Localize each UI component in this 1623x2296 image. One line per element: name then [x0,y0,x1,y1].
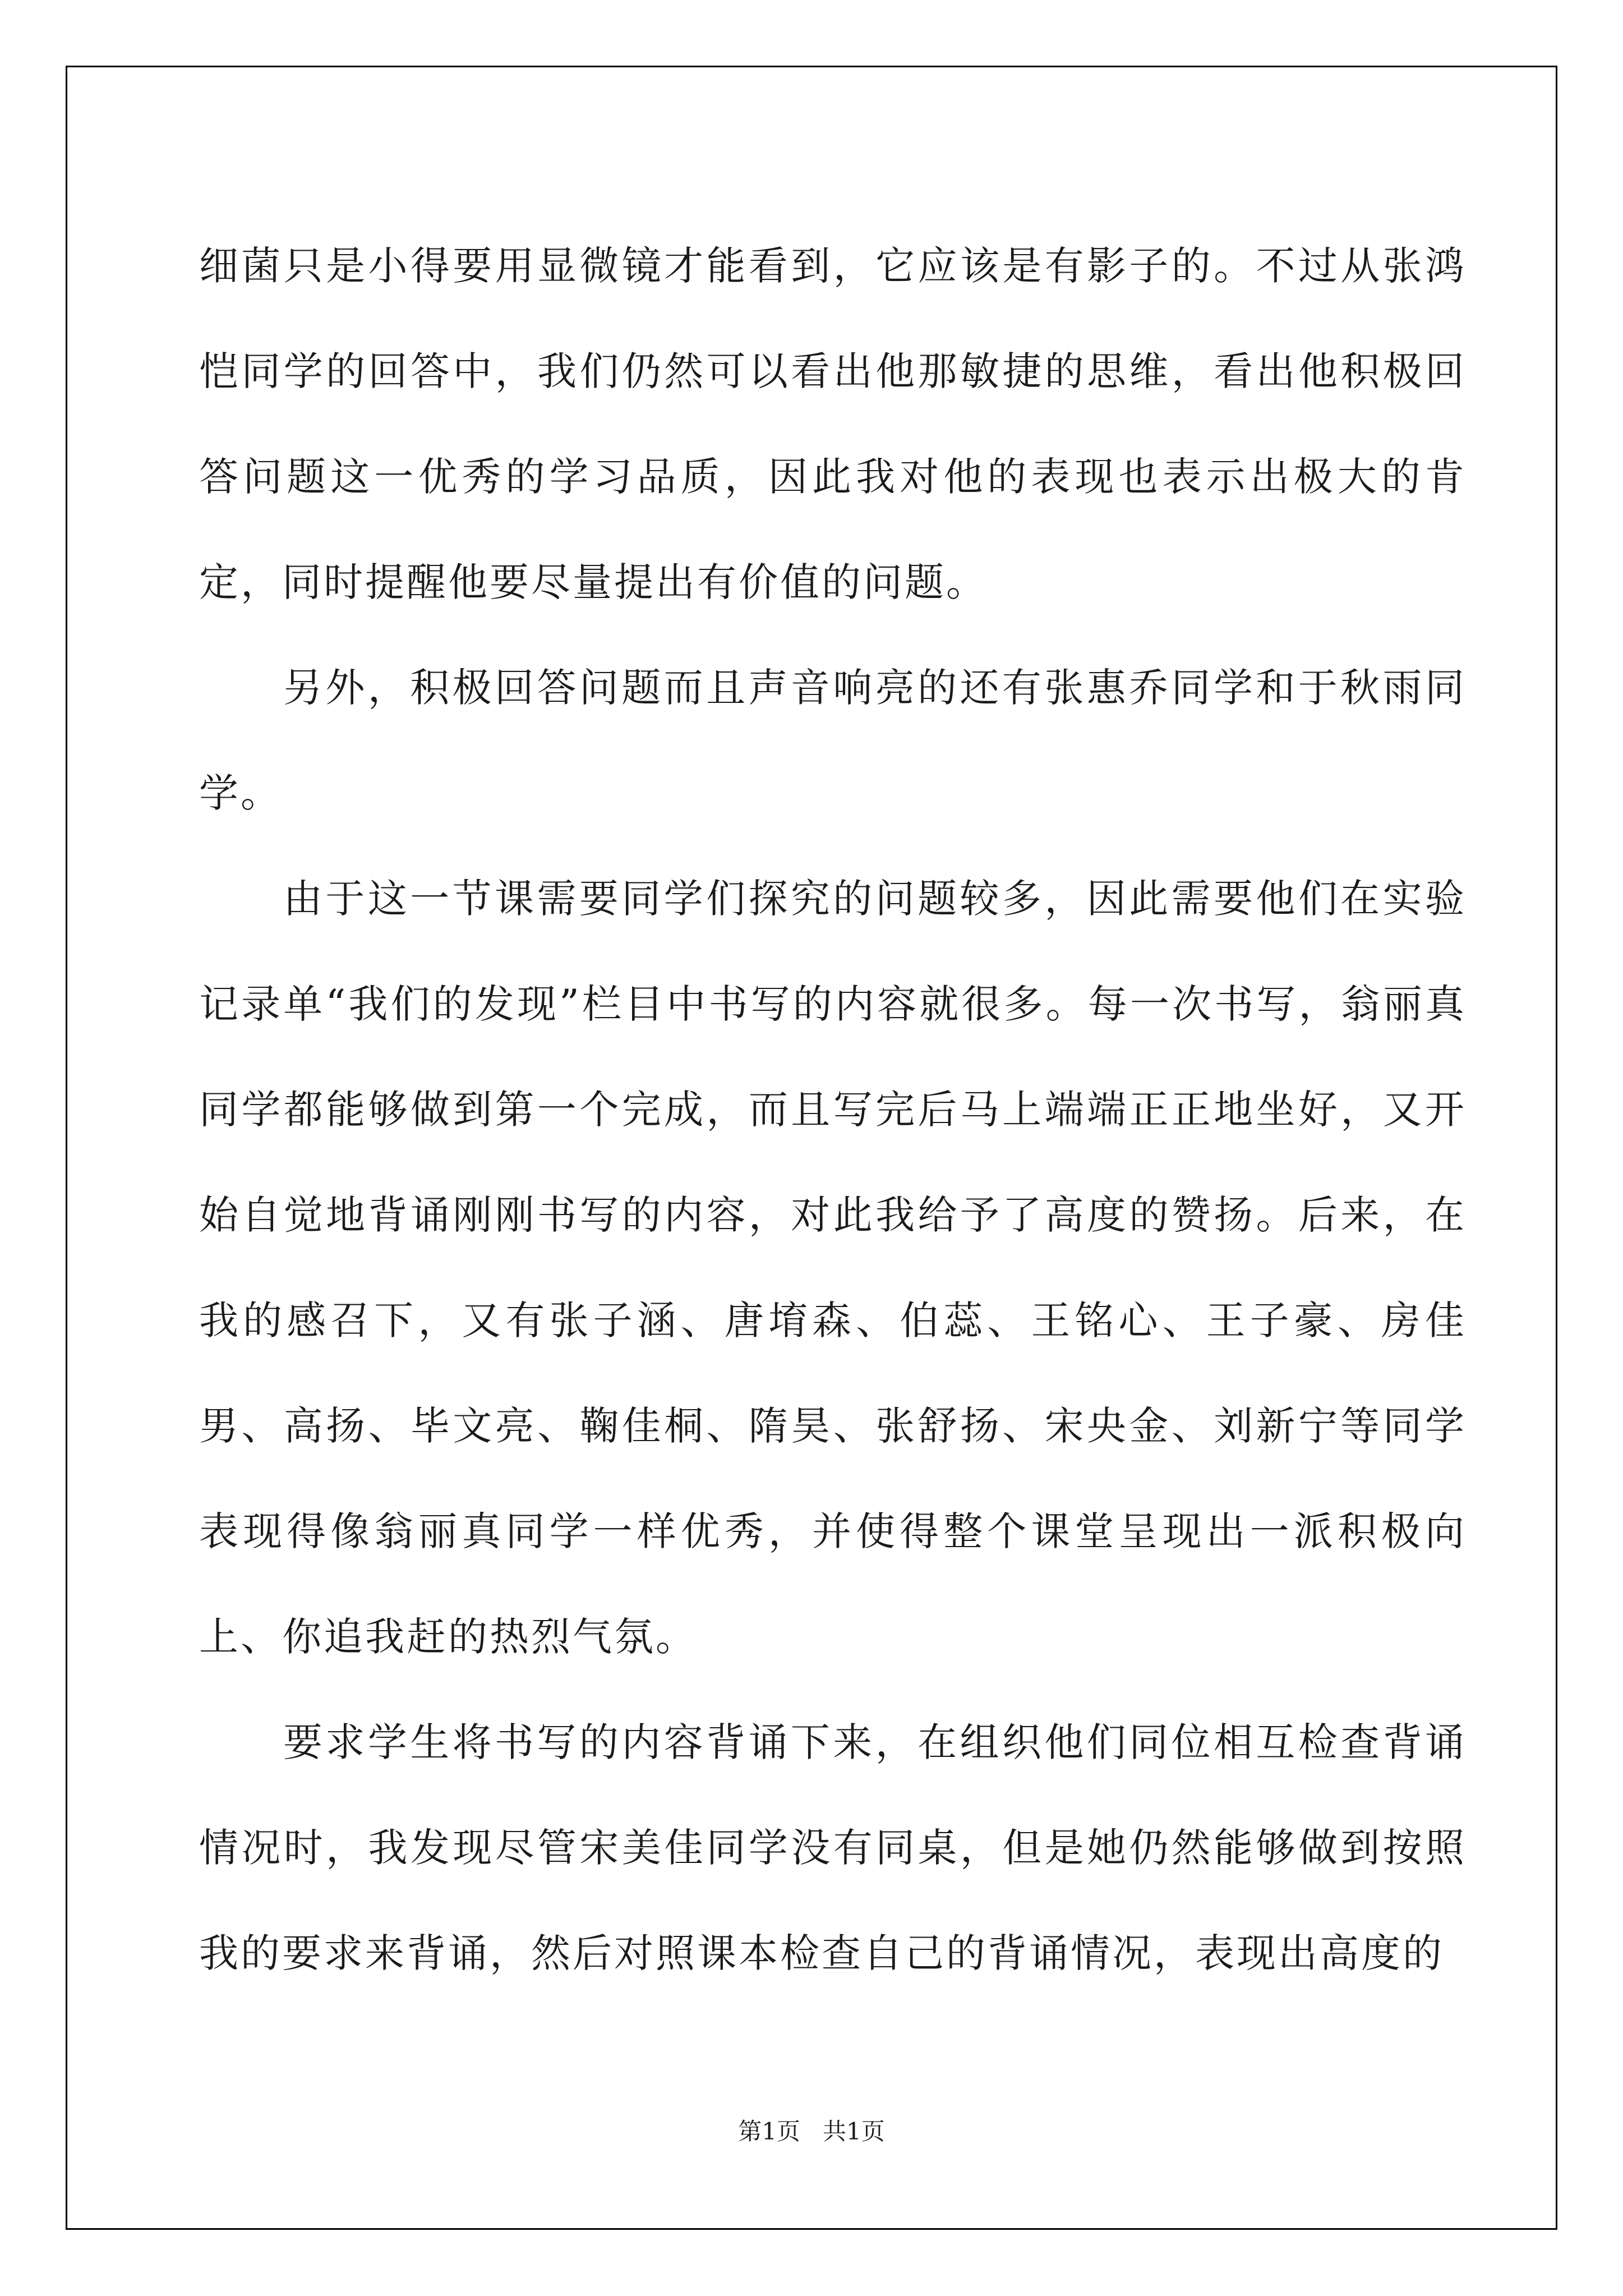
paragraph-1: 细菌只是小得要用显微镜才能看到，它应该是有影子的。不过从张鸿恺同学的回答中，我们仍然可以看出他那敏捷的思维，看出他积极回答问题这一优秀的学习品质，因此我对他的表现也表示出极大的肯定，同时提醒他要尽量提出有价值的问题。 [199,243,1467,605]
document-body [199,213,1467,2006]
paragraph-2: 另外，积极回答问题而且声音响亮的还有张惠乔同学和于秋雨同学。 [199,665,1467,816]
page-footer: 第1页 共1页 [738,2118,885,2145]
paragraph-4: 要求学生将书写的内容背诵下来，在组织他们同位相互检查背诵情况时，我发现尽管宋美佳同学没有同桌，但是她仍然能够做到按照我的要求来背诵，然后对照课本检查自己的背诵情况，表现出高度的 [199,1719,1467,1976]
paragraph-3: 由于这一节课需要同学们探究的问题较多，因此需要他们在实验记录单“我们的发现”栏目中书写的内容就很多。每一次书写，翁丽真同学都能够做到第一个完成，而且写完后马上端端正正地坐好，又开始自觉地背诵刚刚书写的内容，对此我给予了高度的赞扬。后来，在我的感召下，又有张子涵、唐堉森、伯蕊、王铭心、王子豪、房佳男、高扬、毕文亮、鞠佳桐、隋昊、张舒扬、宋央金、刘新宁等同学表现得像翁丽真同学一样优秀，并使得整个课堂呈现出一派积极向上、你追我赶的热烈气氛。 [199,876,1467,1660]
